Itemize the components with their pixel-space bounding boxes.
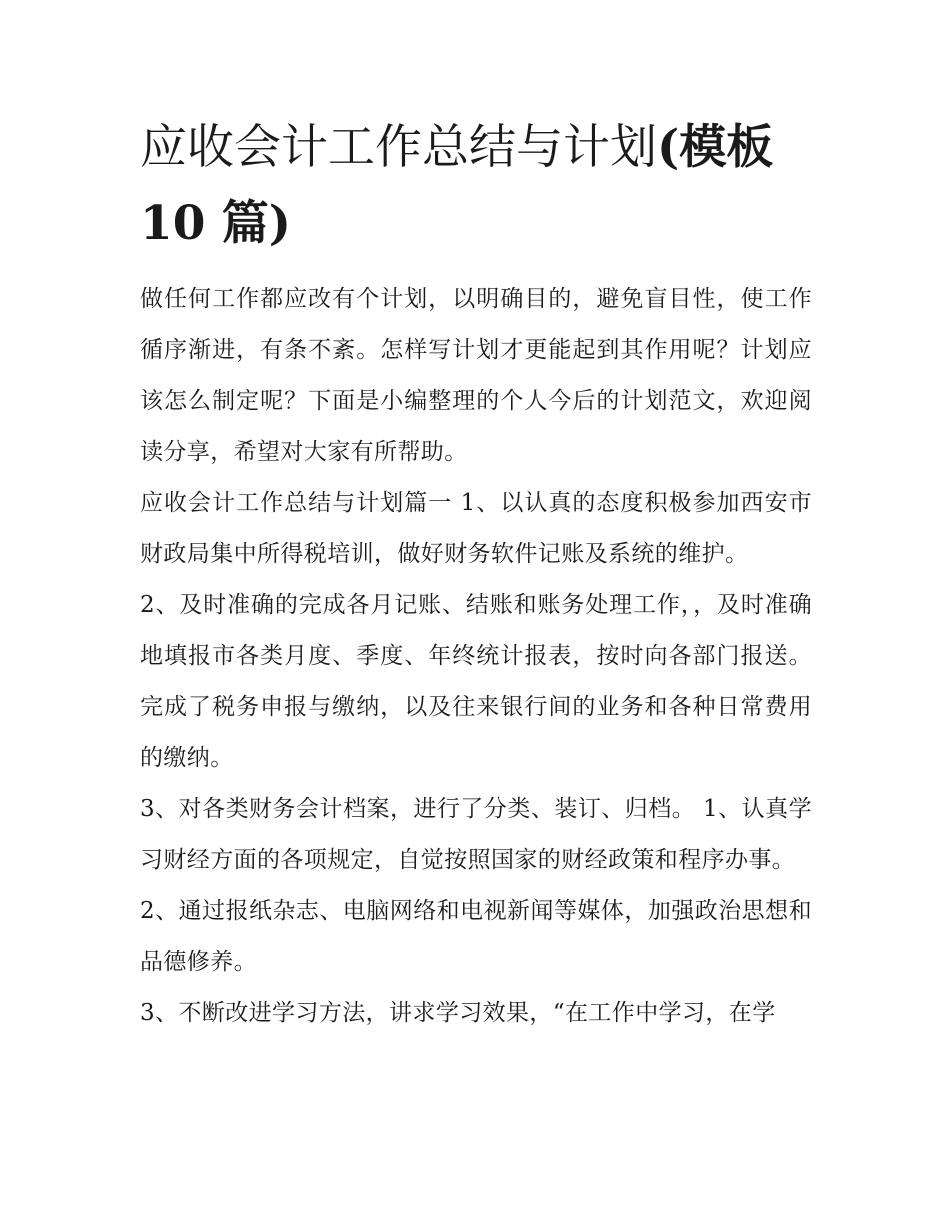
body-paragraph: 应收会计工作总结与计划篇一 1、以认真的态度积极参加西安市财政局集中所得税培训，做好财务软件记账及系统的维护。 <box>140 490 812 567</box>
body-paragraph: 2、及时准确的完成各月记账、结账和账务处理工作，，及时准确地填报市各类月度、季度、年终统计报表，按时向各部门报送。完成了税务申报与缴纳，以及往来银行间的业务和各种日常费用的缴纳。 <box>140 592 812 771</box>
title-paren-open: (模板 <box>657 120 774 175</box>
title-main: 应收会计工作总结与计划 <box>140 120 657 175</box>
document-title <box>140 110 812 262</box>
body-paragraph: 3、不断改进学习方法，讲求学习效果，“在工作中学习，在学 <box>140 1000 776 1026</box>
intro-paragraph: 做任何工作都应改有个计划，以明确目的，避免盲目性，使工作循序渐进，有条不紊。怎样写计划才更能起到其作用呢？计划应该怎么制定呢？下面是小编整理的个人今后的计划范文，欢迎阅读分享，希望对大家有所帮助。 <box>140 286 812 465</box>
body-paragraph: 2、通过报纸杂志、电脑网络和电视新闻等媒体，加强政治思想和品德修养。 <box>140 898 812 975</box>
title-count: 10 篇) <box>140 196 292 251</box>
body-paragraph: 3、对各类财务会计档案，进行了分类、装订、归档。 1、认真学习财经方面的各项规定，自觉按照国家的财经政策和程序办事。 <box>140 796 812 873</box>
document-page <box>140 110 812 1039</box>
